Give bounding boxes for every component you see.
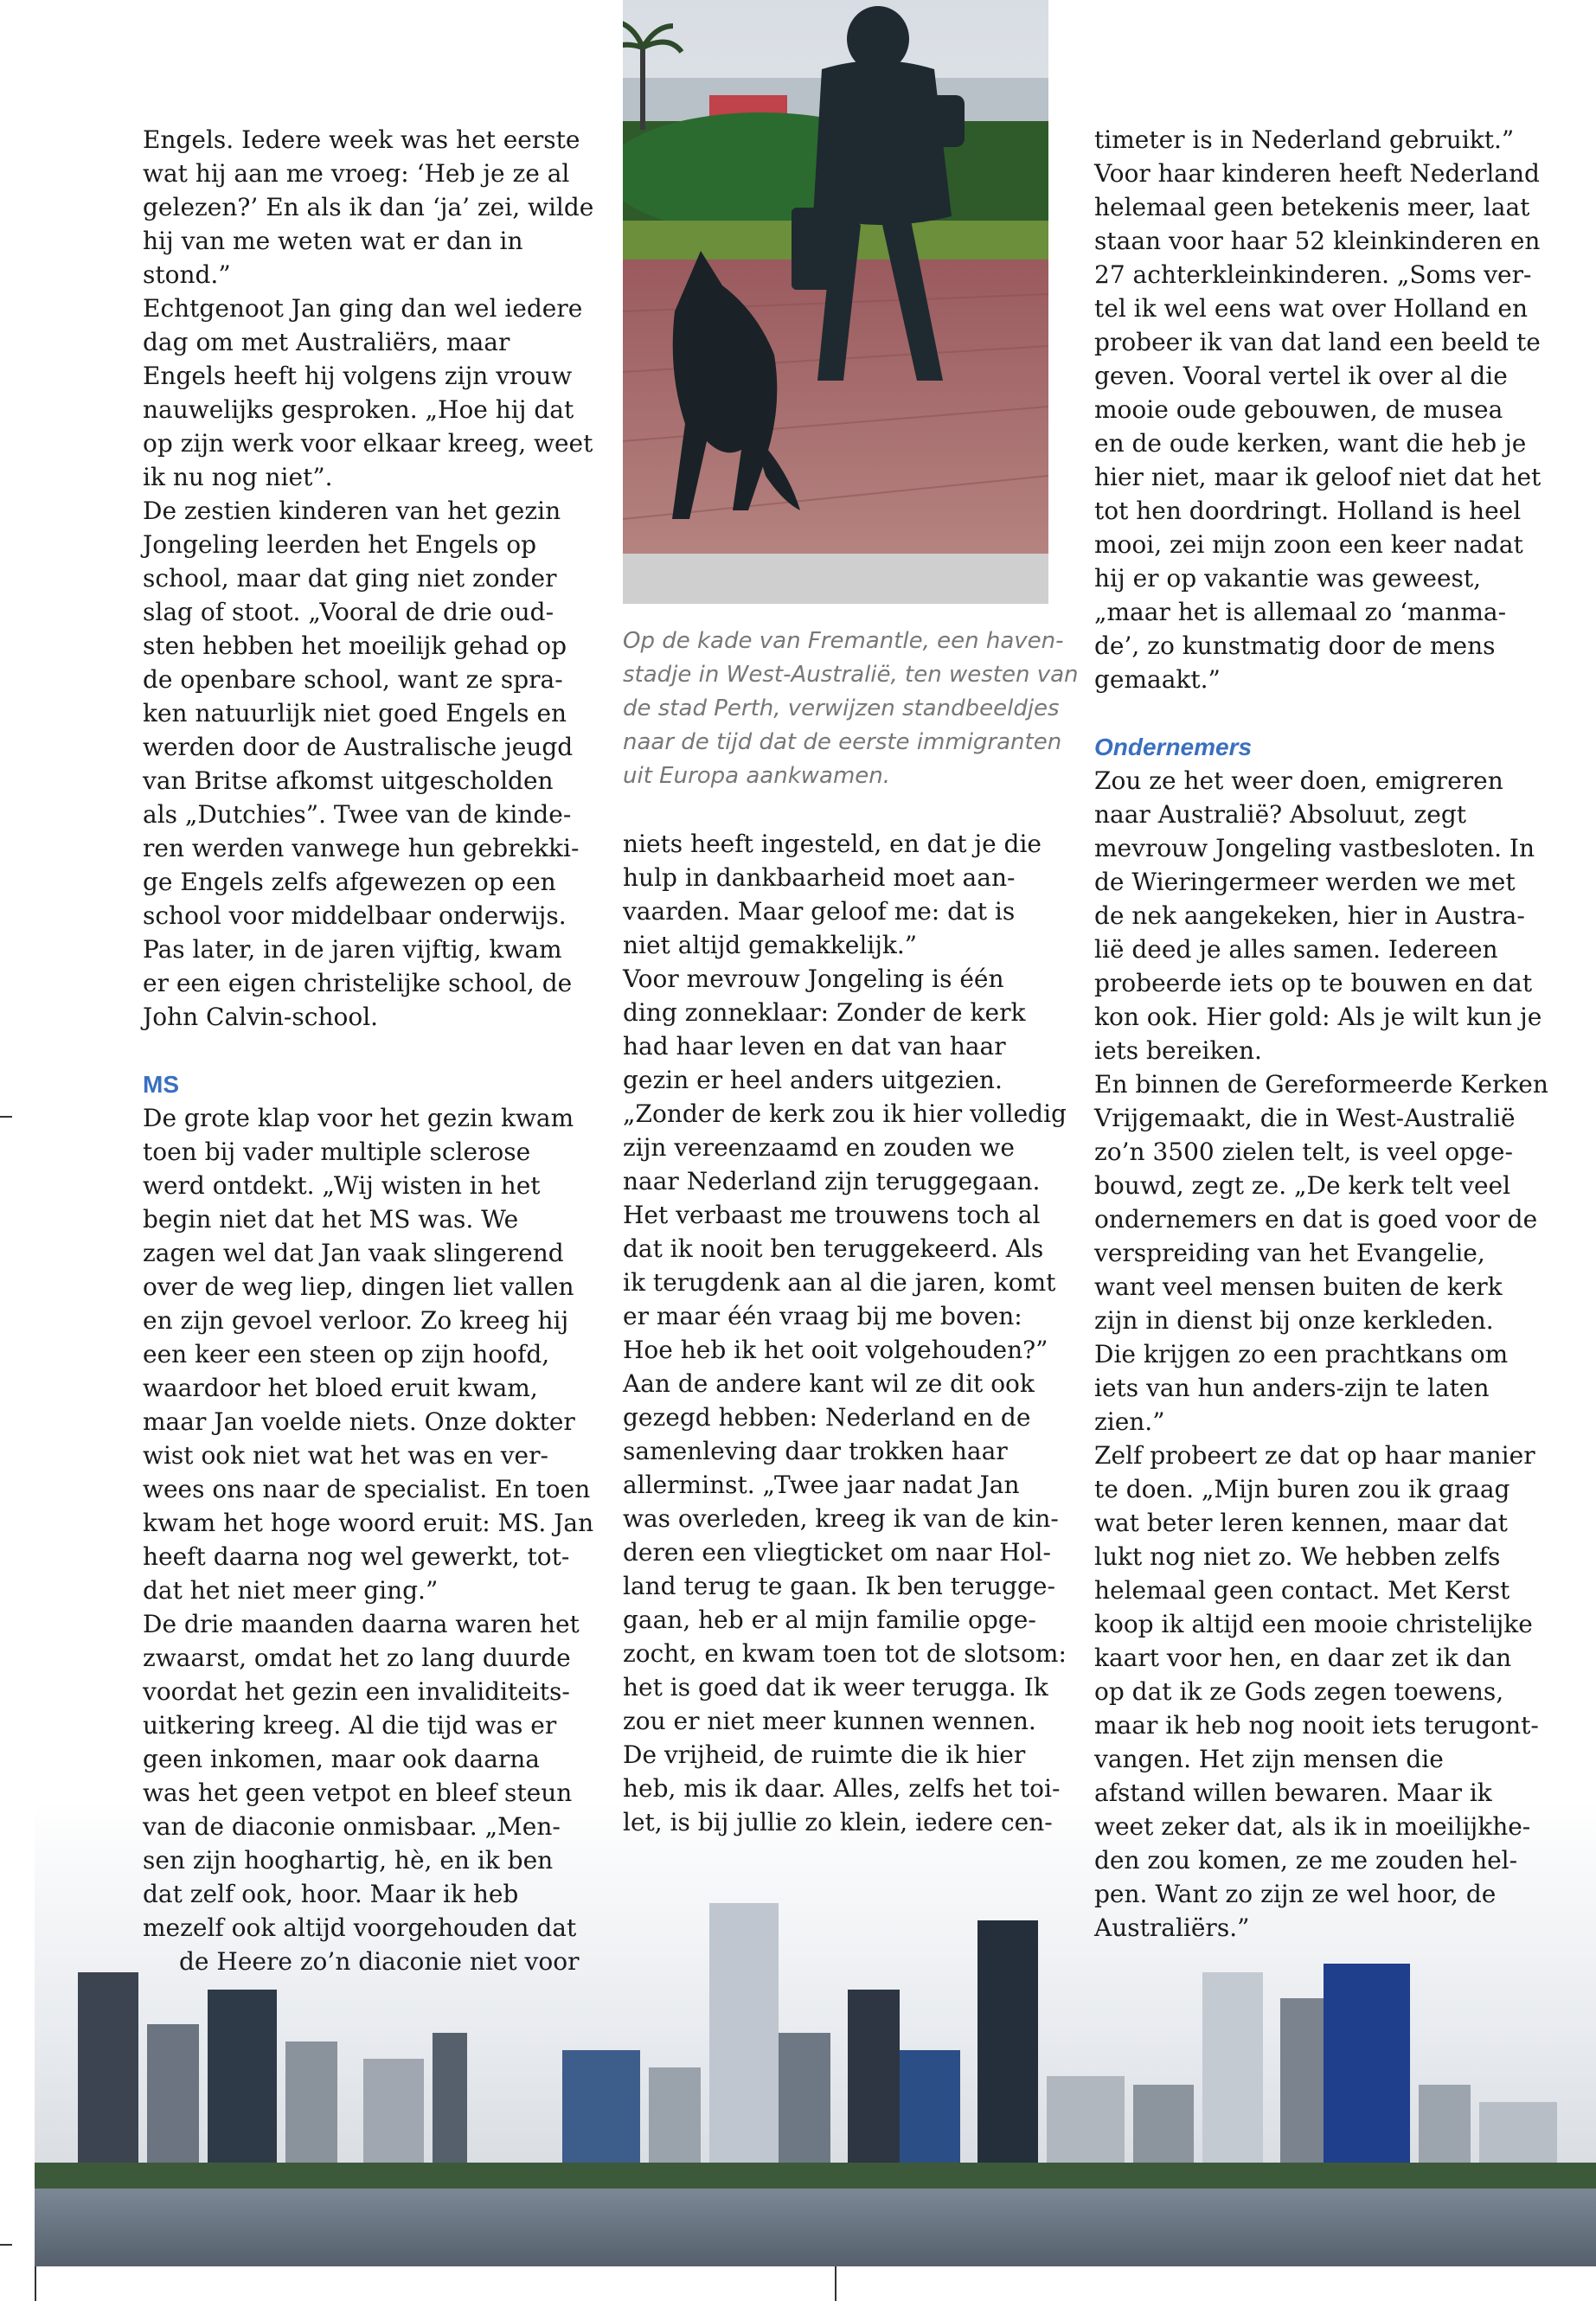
text-line: iets bereiken. (1094, 1036, 1262, 1065)
text-line: ondernemers en dat is goed voor de (1094, 1205, 1538, 1234)
text-line: de’, zo kunstmatig door de mens (1094, 631, 1496, 660)
text-line: dat het niet meer ging.” (143, 1576, 439, 1605)
text-line: Voor mevrouw Jongeling is één (623, 965, 1004, 993)
text-line: gezegd hebben: Nederland en de (623, 1403, 1031, 1432)
text-line: hij van me weten wat er dan in (143, 227, 523, 255)
text-line: allerminst. „Twee jaar nadat Jan (623, 1471, 1020, 1499)
text-line: het is goed dat ik weer terugga. Ik (623, 1673, 1048, 1702)
text-line: deren een vliegticket om naar Hol- (623, 1538, 1051, 1567)
text-line: slag of stoot. „Vooral de drie oud- (143, 598, 554, 626)
text-line: probeer ik van dat land een beeld te (1094, 328, 1541, 356)
text-line: de nek aangekeken, hier in Austra- (1094, 901, 1525, 930)
text-line: ik nu nog niet”. (143, 463, 333, 491)
text-line: De grote klap voor het gezin kwam (143, 1104, 574, 1132)
text-line: let, is bij jullie zo klein, iedere cen- (623, 1808, 1053, 1836)
statue-photo-illustration (623, 0, 1048, 604)
text-line: zwaarst, omdat het zo lang duurde (143, 1644, 571, 1672)
text-line: wat beter leren kennen, maar dat (1094, 1509, 1508, 1537)
text-line: heeft daarna nog wel gewerkt, tot- (143, 1542, 570, 1571)
text-line: hulp in dankbaarheid moet aan- (623, 863, 1016, 892)
text-line: pen. Want zo zijn ze wel hoor, de (1094, 1880, 1497, 1908)
text-line: weet zeker dat, als ik in moeilijkhe- (1094, 1812, 1531, 1841)
text-line: ding zonneklaar: Zonder de kerk (623, 998, 1026, 1027)
text-line: lukt nog niet zo. We hebben zelfs (1094, 1542, 1501, 1571)
text-line: en de oude kerken, want die heb je (1094, 429, 1527, 458)
text-line: kwam het hoge woord eruit: MS. Jan (143, 1509, 594, 1537)
text-line: geen inkomen, maar ook daarna (143, 1745, 540, 1773)
text-line: dag om met Australiërs, maar (143, 328, 510, 356)
text-line: Zelf probeert ze dat op haar manier (1094, 1441, 1535, 1470)
text-line: Zou ze het weer doen, emigreren (1094, 766, 1503, 795)
section-heading-ondernemers: Ondernemers (1094, 734, 1253, 760)
text-line: zagen wel dat Jan vaak slingerend (143, 1239, 564, 1267)
text-line: koop ik altijd een mooie christelijke (1094, 1610, 1533, 1638)
text-line: Vrijgemaakt, die in West-Australië (1094, 1104, 1516, 1132)
text-line: En binnen de Gereformeerde Kerken (1094, 1070, 1548, 1099)
text-line: verspreiding van het Evangelie, (1094, 1239, 1485, 1267)
text-line: mezelf ook altijd voorgehouden dat (143, 1913, 577, 1942)
text-line: er een eigen christelijke school, de (143, 969, 573, 997)
text-line: was het geen vetpot en bleef steun (143, 1779, 573, 1807)
text-line: bouwd, zegt ze. „De kerk telt veel (1094, 1171, 1511, 1200)
text-line: en zijn gevoel verloor. Zo kreeg hij (143, 1306, 569, 1335)
text-line: sten hebben het moeilijk gehad op (143, 631, 567, 660)
text-line: helemaal geen contact. Met Kerst (1094, 1576, 1510, 1605)
text-line: helemaal geen betekenis meer, laat (1094, 193, 1530, 221)
article-column-1 (143, 123, 593, 1978)
text-line: zien.” (1094, 1407, 1165, 1436)
text-line: tot hen doordringt. Holland is heel (1094, 497, 1522, 525)
text-line: ren werden vanwege hun gebrekki- (143, 834, 580, 862)
text-line: zo’n 3500 zielen telt, is veel opge- (1094, 1138, 1513, 1166)
text-line: als „Dutchies”. Twee van de kinde- (143, 800, 572, 829)
text-line: hij er op vakantie was geweest, (1094, 564, 1482, 593)
text-line: had haar leven en dat van haar (623, 1032, 1006, 1061)
text-line: over de weg liep, dingen liet vallen (143, 1272, 574, 1301)
text-line: Engels. Iedere week was het eerste (143, 125, 580, 154)
text-line: sen zijn hooghartig, hè, en ik ben (143, 1846, 554, 1875)
text-line: De vrijheid, de ruimte die ik hier (623, 1740, 1026, 1769)
text-line: wat hij aan me vroeg: ‘Heb je ze al (143, 159, 570, 188)
section-heading-ms: MS (143, 1071, 179, 1098)
text-line: Engels heeft hij volgens zijn vrouw (143, 362, 573, 390)
text-line: zijn vereenzaamd en zouden we (623, 1133, 1015, 1162)
text-line: werden door de Australische jeugd (143, 733, 574, 761)
text-line: Jongeling leerden het Engels op (143, 530, 537, 559)
text-line: op zijn werk voor elkaar kreeg, weet (143, 429, 593, 458)
crop-mark (0, 1116, 12, 1118)
text-line: Echtgenoot Jan ging dan wel iedere (143, 294, 583, 323)
text-line: gaan, heb er al mijn familie opge- (623, 1606, 1036, 1634)
text-line: Het verbaast me trouwens toch al (623, 1201, 1041, 1229)
text-line: vangen. Het zijn mensen die (1094, 1745, 1444, 1773)
text-line: hier niet, maar ik geloof niet dat het (1094, 463, 1542, 491)
article-column-2 (623, 827, 1067, 1839)
text-line: maar ik heb nog nooit iets terugont- (1094, 1711, 1539, 1740)
text-line: „Zonder de kerk zou ik hier volledig (623, 1099, 1067, 1128)
text-line: Australiërs.” (1094, 1913, 1250, 1942)
text-line: vaarden. Maar geloof me: dat is (623, 897, 1016, 926)
text-line: De zestien kinderen van het gezin (143, 497, 561, 525)
text-line: er maar één vraag bij me boven: (623, 1302, 1022, 1330)
text-line: waardoor het bloed eruit kwam, (143, 1374, 538, 1402)
text-line: begin niet dat het MS was. We (143, 1205, 519, 1234)
text-line: samenleving daar trokken haar (623, 1437, 1008, 1465)
caption-line: naar de tijd dat de eerste immigranten (623, 729, 1062, 755)
text-line: de Wieringermeer werden we met (1094, 868, 1516, 896)
caption-line: de stad Perth, verwijzen standbeeldjes (623, 695, 1060, 721)
text-line: Pas later, in de jaren vijftig, kwam (143, 935, 562, 964)
text-line: Die krijgen zo een prachtkans om (1094, 1340, 1509, 1368)
text-line: nauwelijks gesproken. „Hoe hij dat (143, 395, 574, 424)
crop-mark (835, 2266, 836, 2301)
text-line: ge Engels zelfs afgewezen op een (143, 868, 556, 896)
text-line: naar Australië? Absoluut, zegt (1094, 800, 1466, 829)
statue-photo (623, 0, 1048, 604)
text-line: want veel mensen buiten de kerk (1094, 1272, 1503, 1301)
text-line: gezin er heel anders uitgezien. (623, 1066, 1003, 1094)
text-line: niet altijd gemakkelijk.” (623, 931, 918, 959)
text-line: dat ik nooit ben teruggekeerd. Als (623, 1234, 1044, 1263)
text-line: uitkering kreeg. Al die tijd was er (143, 1711, 557, 1740)
text-line: voordat het gezin een invaliditeits- (143, 1677, 570, 1706)
article-column-3 (1094, 123, 1548, 1945)
text-line: kon ook. Hier gold: Als je wilt kun je (1094, 1003, 1542, 1031)
text-line: De drie maanden daarna waren het (143, 1610, 580, 1638)
text-line: wees ons naar de specialist. En toen (143, 1475, 591, 1503)
text-line: de Heere zo’n diaconie niet voor (179, 1947, 580, 1976)
crop-mark (35, 2266, 36, 2301)
text-line: zocht, en kwam toen tot de slotsom: (623, 1639, 1067, 1668)
text-line: mooi, zei mijn zoon een keer nadat (1094, 530, 1523, 559)
text-line: ken natuurlijk niet goed Engels en (143, 699, 567, 727)
text-line: stond.” (143, 260, 231, 289)
caption-line: stadje in West-Australië, ten westen van (623, 662, 1079, 688)
text-line: mooie oude gebouwen, de musea (1094, 395, 1503, 424)
text-line: Hoe heb ik het ooit volgehouden?” (623, 1336, 1048, 1364)
caption-line: uit Europa aankwamen. (623, 763, 891, 789)
text-line: gemaakt.” (1094, 665, 1221, 694)
text-line: van de diaconie onmisbaar. „Men- (143, 1812, 561, 1841)
text-line: wist ook niet wat het was en ver- (143, 1441, 548, 1470)
text-line: afstand willen bewaren. Maar ik (1094, 1779, 1492, 1807)
text-line: toen bij vader multiple sclerose (143, 1138, 531, 1166)
text-line: Aan de andere kant wil ze dit ook (623, 1369, 1035, 1398)
text-line: school, maar dat ging niet zonder (143, 564, 557, 593)
text-line: naar Nederland zijn teruggegaan. (623, 1167, 1041, 1195)
text-line: John Calvin-school. (143, 1003, 379, 1031)
crop-mark (0, 2244, 12, 2246)
text-line: 27 achterkleinkinderen. „Soms ver- (1094, 260, 1532, 289)
text-line: school voor middelbaar onderwijs. (143, 901, 567, 930)
text-line: dat zelf ook, hoor. Maar ik heb (143, 1880, 519, 1908)
text-line: zou er niet meer kunnen wennen. (623, 1707, 1036, 1735)
text-line: werd ontdekt. „Wij wisten in het (143, 1171, 541, 1200)
text-line: kaart voor hen, en daar zet ik dan (1094, 1644, 1512, 1672)
caption-line: Op de kade van Fremantle, een haven- (623, 628, 1064, 654)
text-line: ik terugdenk aan al die jaren, komt (623, 1268, 1056, 1297)
text-line: niets heeft ingesteld, en dat je die (623, 830, 1042, 858)
text-line: den zou komen, ze me zouden hel- (1094, 1846, 1518, 1875)
text-line: land terug te gaan. Ik ben terugge- (623, 1572, 1055, 1600)
text-line: heb, mis ik daar. Alles, zelfs het toi- (623, 1774, 1061, 1803)
text-line: timeter is in Nederland gebruikt.” (1094, 125, 1515, 154)
text-line: maar Jan voelde niets. Onze dokter (143, 1407, 575, 1436)
text-line: van Britse afkomst uitgescholden (143, 766, 554, 795)
text-line: was overleden, kreeg ik van de kin- (623, 1504, 1059, 1533)
text-line: „maar het is allemaal zo ‘manma- (1094, 598, 1507, 626)
text-line: geven. Vooral vertel ik over al die (1094, 362, 1508, 390)
text-line: de openbare school, want ze spra- (143, 665, 563, 694)
text-line: iets van hun anders-zijn te laten (1094, 1374, 1490, 1402)
text-line: zijn in dienst bij onze kerkleden. (1094, 1306, 1494, 1335)
text-line: lië deed je alles samen. Iedereen (1094, 935, 1498, 964)
photo-caption (623, 625, 1079, 793)
text-line: probeerde iets op te bouwen en dat (1094, 969, 1533, 997)
text-line: te doen. „Mijn buren zou ik graag (1094, 1475, 1510, 1503)
text-line: gelezen?’ En als ik dan ‘ja’ zei, wilde (143, 193, 594, 221)
text-line: op dat ik ze Gods zegen toewens, (1094, 1677, 1504, 1706)
text-line: tel ik wel eens wat over Holland en (1094, 294, 1529, 323)
text-line: een keer een steen op zijn hoofd, (143, 1340, 550, 1368)
text-line: Voor haar kinderen heeft Nederland (1094, 159, 1540, 188)
text-line: mevrouw Jongeling vastbesloten. In (1094, 834, 1535, 862)
text-line: staan voor haar 52 kleinkinderen en (1094, 227, 1541, 255)
